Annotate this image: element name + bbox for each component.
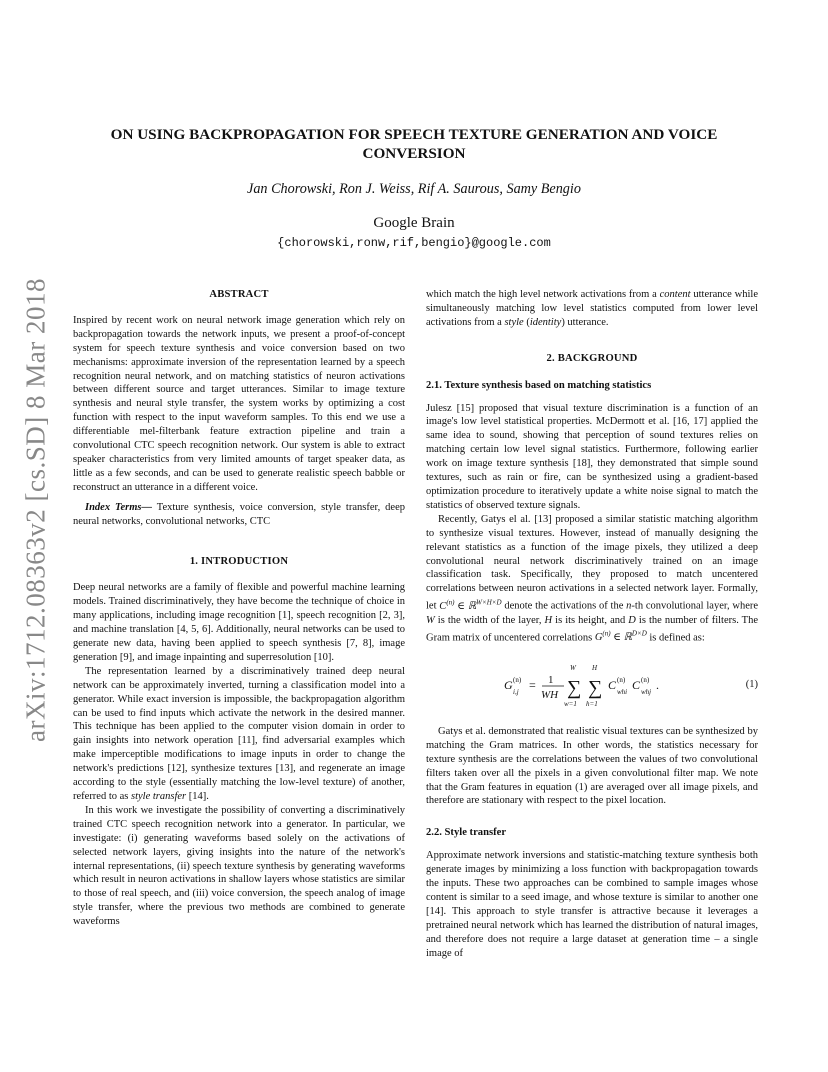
subsection-2-1-paragraph-2 — [426, 513, 758, 645]
affiliation: Google Brain — [373, 215, 455, 231]
svg-text:(n): (n) — [617, 675, 626, 684]
svg-text:w=1: w=1 — [564, 699, 577, 708]
abstract-text: Inspired by recent work on neural network image generation which rely on backpropagation towards the network inputs, we present a proof-of-concept system for speech texture synthesis and voice conversion based on two mechanisms: approximate inversion of the representation learned by a speech recognition neural network, and on matching statistics of neuron activations between different source and target utterances. Similar to image texture synthesis and neural style transfer, the system works by optimizing a cost function with respect to the input waveform samples. To this end we use a differentiable mel-filterbank feature extraction pipeline and train a convolutional CTC speech recognition network. Our system is able to extract speaker characteristics from very limited amounts of target speaker data, as little as a few seconds, and can be used to generate realistic speech babble or reconstruct an utterance in a different voice. — [73, 314, 405, 493]
svg-text:(n): (n) — [513, 675, 522, 684]
svg-text:∑: ∑ — [567, 676, 582, 699]
cont-text-a: which match the high level network activations from a — [426, 289, 660, 300]
svg-text:C: C — [632, 677, 641, 692]
p2-text-g: is defined as: — [646, 632, 705, 644]
intro-heading: 1. INTRODUCTION — [189, 555, 289, 567]
p2-text-c: -th convolutional layer, where — [631, 600, 759, 612]
svg-text:i,j: i,j — [513, 687, 519, 696]
intro-paragraph-2 — [73, 665, 405, 804]
math-D: D — [628, 614, 636, 626]
svg-text:(n): (n) — [641, 675, 650, 684]
p2-text-e: is its height, and — [552, 614, 629, 626]
paper-title — [80, 125, 748, 163]
svg-text:.: . — [656, 677, 659, 692]
p2-text-d: is the width of the layer, — [434, 614, 545, 626]
authors: Jan Chorowski, Ron J. Weiss, Rif A. Saurous, Samy Bengio — [247, 181, 581, 197]
cont-italic-content: content — [659, 289, 691, 300]
title-line-1: ON USING BACKPROPAGATION FOR SPEECH TEXTURE GENERATION AND VOICE — [110, 126, 718, 143]
cont-italic-style: style — [504, 316, 524, 328]
svg-text:G: G — [504, 677, 513, 692]
math-H: H — [544, 614, 553, 626]
svg-text:H: H — [592, 663, 598, 672]
svg-text:∑: ∑ — [588, 676, 603, 699]
title-line-2: CONVERSION — [362, 145, 466, 162]
svg-text:C: C — [608, 677, 617, 692]
svg-text:1: 1 — [548, 673, 554, 686]
svg-text:whj: whj — [641, 687, 652, 696]
p2-text-b: denote the activations of the — [501, 600, 627, 612]
equation-reference-link[interactable]: (1) — [575, 781, 588, 793]
svg-text:=: = — [529, 677, 536, 692]
intro-p2-text: The representation learned by a discriminatively trained deep neural network can be approximately inverted, turning a classification model into a generator. While exact inversion is impossible, the backpropagation algorithm can be used to find inputs which activate the network in the desired manner. This technique has been applied to the computer vision domain in order to gain insights into network operation [11], find adversarial examples which make imperceptible modifications to image inputs in order to change the network's predictions [12], synthesize textures [13], and regenerate an image according to the style (essentially matching the low-level texture) of another, referred to as — [73, 665, 405, 802]
index-terms — [73, 501, 405, 529]
math-n: n — [626, 600, 632, 612]
right-column — [426, 288, 758, 961]
cont-italic-identity: identity — [529, 316, 562, 328]
math-G-n: $G^{(n)}$ ∈ ℝ$^{D\times D}$ — [594, 629, 647, 644]
subsection-2-2-paragraph-1: Approximate network inversions and statistic-matching texture synthesis both generate images by minimizing a loss function with backpropagation towards the inputs. These two approaches can be combined to sample images whose content is similar to a seed image, and whose texture is similar to another one [14]. This approach to style transfer is attractive because it leverages a pretrained neural network which has learned the distribution of natural images, and therefore does not require a large dataset at generation time – a single image of — [426, 850, 758, 959]
background-heading: 2. BACKGROUND — [546, 352, 638, 364]
author-emails: {chorowski,ronw,rif,bengio}@google.com — [277, 236, 551, 250]
abstract-heading: ABSTRACT — [209, 289, 269, 300]
equation-number: (1) — [745, 678, 758, 690]
cont-text-b: utterance while simultaneously matching low level statistics computed from lower level activations from a — [426, 289, 758, 328]
subsection-2-1-paragraph-1: Julesz [15] proposed that visual texture discrimination is a function of an image's low level statistical properties. McDermott et al. [16, 17] applied the same idea to sound, showing that perception of sound textures relies on matching certain low level signal statistics. Furthermore, following earlier work on image texture synthesis [18], they demonstrated that simple sound textures, such as rain or fire, can be synthesized using a gradient-based optimization procedure to iteratively update a white noise signal to match the statistics of observed texture signals. — [426, 402, 758, 511]
math-W: W — [426, 614, 435, 626]
p2-text-f: is the number of filters. The Gram matrix of uncentered correlations — [426, 614, 759, 644]
svg-text:W: W — [570, 663, 576, 672]
p3-text-a: Gatys et al. demonstrated that realistic visual textures can be synthesized by matching the Gram matrices. In other words, the statistics necessary for texture synthesis are the correlations between the values of two convolutional filters taken over all the pixels in a given convolutional filter map. We note that the Gram features in equation — [426, 725, 758, 793]
intro-p2-end: [14]. — [186, 791, 209, 802]
subsection-2-1-paragraph-3 — [426, 725, 758, 808]
svg-text:h=1: h=1 — [586, 699, 598, 708]
arxiv-sidebar — [18, 278, 54, 742]
intro-continuation — [426, 288, 758, 330]
cont-text-c: ( — [523, 316, 530, 328]
svg-text:WH: WH — [541, 688, 559, 701]
p2-text-a: Recently, Gatys el al. [13] proposed a similar statistic matching algorithm to synthesize visual textures. However, instead of manually designing the relevant statistics as a function of the image pixels, they utilized a deep convolutional neural network discriminatively trained on an image classification task. Specifically, they proposed to match uncentered correlations between neuron activations in a selected network layer. Formally, let — [426, 513, 758, 612]
equation-1 — [426, 659, 758, 711]
cont-text-d: ) utterance. — [561, 316, 609, 328]
p3-text-b: are averaged over all image pixels, and therefore are stationary with respect to the pixel location. — [426, 781, 758, 807]
math-C-n: $C^{(n)}$ ∈ ℝ$^{W\times H\times D}$ — [439, 598, 502, 612]
left-column — [73, 288, 405, 929]
index-terms-text: Texture synthesis, voice conversion, style transfer, deep neural networks, convolutional networks, CTC — [73, 501, 405, 527]
index-terms-label: Index Terms— — [85, 501, 153, 513]
svg-text:whi: whi — [617, 687, 628, 696]
arxiv-identifier: arXiv:1712.08363v2 [cs.SD] 8 Mar 2018 — [20, 278, 51, 742]
intro-paragraph-3: In this work we investigate the possibility of converting a discriminatively trained CTC speech recognition network into a generator. In particular, we investigate: (i) generating waveforms based solely on the activations of selected network layers, giving insights into the nature of the network's internal representations, (ii) speech texture synthesis by generating waveforms which result in neuron activations in shallow layers whose statistics are similar to those of real speech, and (iii) voice conversion, the speech analog of image style transfer, where the previous two methods are combined to generate waveforms — [73, 804, 405, 928]
subsection-2-2-heading: 2.2. Style transfer — [426, 827, 507, 839]
gram-matrix-equation — [504, 659, 684, 711]
subsection-2-1-heading: 2.1. Texture synthesis based on matching statistics — [426, 379, 652, 391]
intro-paragraph-1: Deep neural networks are a family of flexible and powerful machine learning models. Trained discriminatively, they have become the technique of choice in many applications, including image recognition [1], speech recognition [2, 3], and machine translation [4, 5, 6]. Additionally, neural networks can be used to generate new data, having been applied to speech synthesis [7, 8], image generation [9], and image inpainting and superresolution [10]. — [73, 582, 405, 663]
intro-p2-italic: style transfer — [131, 791, 187, 802]
